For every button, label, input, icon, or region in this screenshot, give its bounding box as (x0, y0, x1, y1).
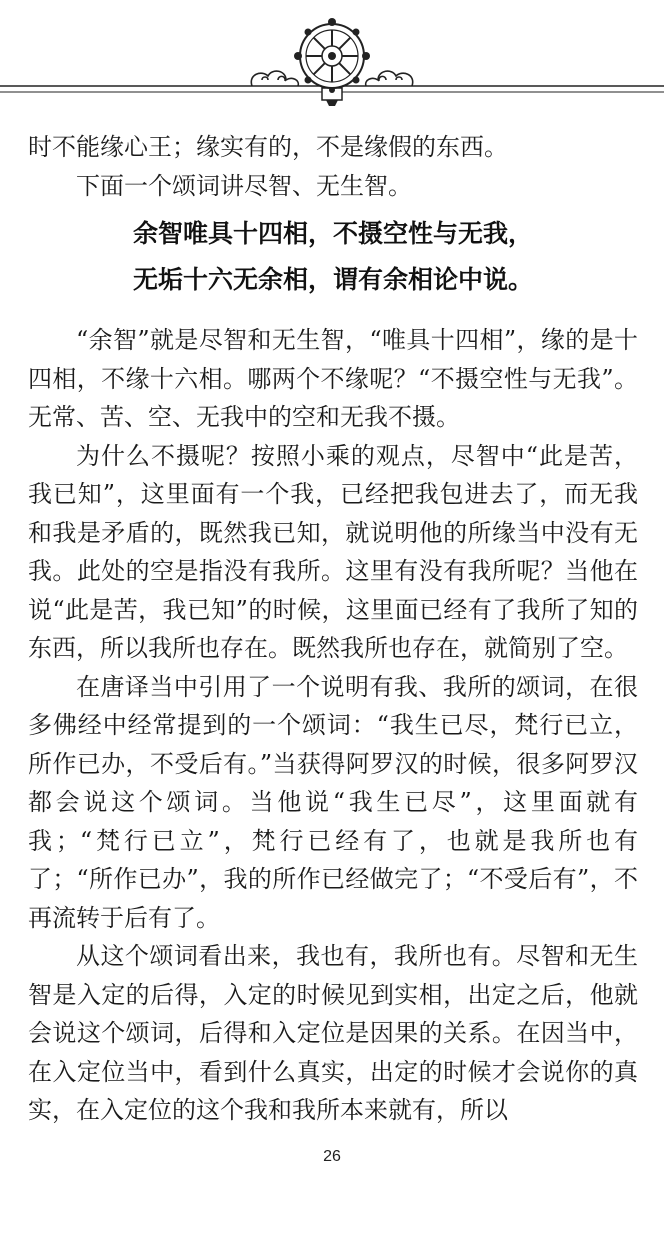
right-cloud-icon (366, 71, 413, 86)
paragraph: 在唐译当中引用了一个说明有我、我所的颂词，在很多佛经中经常提到的一个颂词：“我生已尽，梵行已立，所作已办，不受后有。”当获得阿罗汉的时候，很多阿罗汉都会说这个颂词。当他说“我生已尽”，这里面就有我；“梵行已立”，梵行已经有了，也就是我所也有了；“所作已办”，我的所作已经做完了；“不受后有”，不再流转于后有了。 (28, 672, 638, 932)
page-number: 26 (323, 1148, 341, 1165)
page-content (28, 128, 638, 1130)
paragraph: 为什么不摄呢？按照小乘的观点，尽智中“此是苦，我已知”，这里面有一个我，已经把我包进去了，而无我和我是矛盾的，既然我已知，就说明他的所缘当中没有无我。此处的空是指没有我所。这里有没有我所呢？当他在说“此是苦，我已知”的时候，这里面已经有了我所了知的东西，所以我所也存在。既然我所也存在，就简别了空。 (28, 441, 638, 662)
verse-line: 无垢十六无余相，谓有余相论中说。 (132, 265, 533, 294)
paragraph: 从这个颂词看出来，我也有，我所也有。尽智和无生智是入定的后得，入定的时候见到实相，出定之后，他就会说这个颂词，后得和入定位是因果的关系。在因当中，在入定位当中，看到什么真实，出定的时候才会说你的真实，在入定位的这个我和我所本来就有，所以 (28, 942, 638, 1124)
paragraph: 下面一个颂词讲尽智、无生智。 (76, 171, 412, 200)
verse-line: 余智唯具十四相，不摄空性与无我， (132, 219, 533, 248)
verse-block (28, 211, 638, 303)
left-cloud-icon (251, 71, 298, 86)
header-ornament (0, 0, 664, 112)
page-header (0, 0, 664, 112)
paragraph: “余智”就是尽智和无生智，“唯具十四相”，缘的是十四相，不缘十六相。哪两个不缘呢？“不摄空性与无我”。无常、苦、空、无我中的空和无我不摄。 (28, 326, 638, 431)
dharma-wheel-icon (294, 18, 370, 106)
paragraph: 时不能缘心王；缘实有的，不是缘假的东西。 (28, 133, 508, 161)
